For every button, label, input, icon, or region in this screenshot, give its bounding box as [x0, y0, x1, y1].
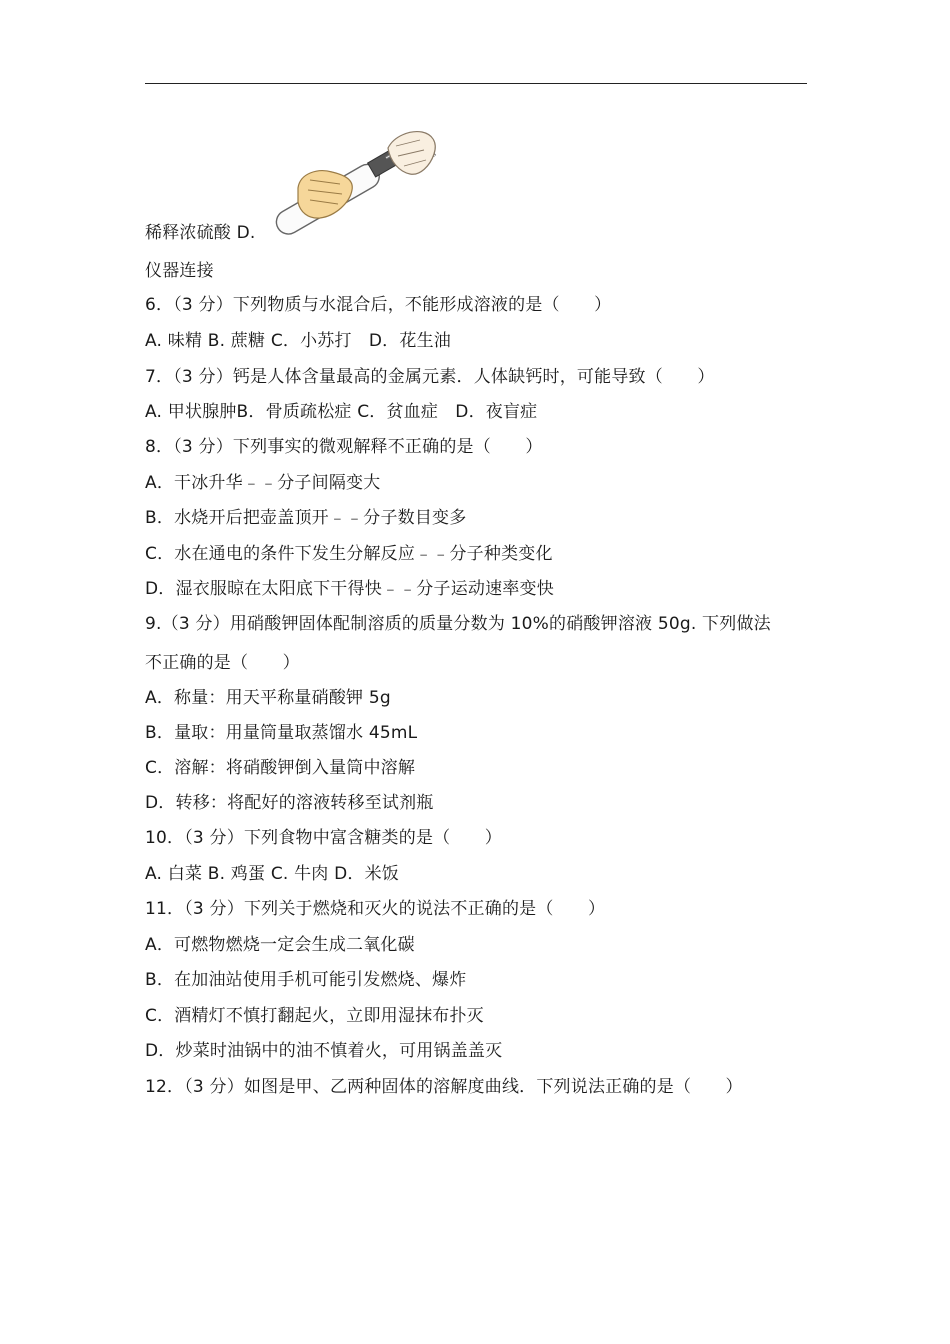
question-9-continued: 不正确的是（ ）: [145, 653, 300, 673]
header-rule: [145, 83, 807, 84]
question-11-option-a: A．可燃物燃烧一定会生成二氧化碳: [145, 935, 415, 955]
question-11-option-b: B．在加油站使用手机可能引发燃烧、爆炸: [145, 970, 467, 990]
question-7: 7．（3 分）钙是人体含量最高的金属元素．人体缺钙时，可能导致（ ）: [145, 367, 715, 387]
option-d-label-line: 稀释浓硫酸 D.: [145, 223, 256, 243]
question-12: 12．（3 分）如图是甲、乙两种固体的溶解度曲线．下列说法正确的是（ ）: [145, 1077, 743, 1097]
question-8-option-d: D．湿衣服晾在太阳底下干得快﹣﹣分子运动速率变快: [145, 579, 554, 599]
question-9: 9.（3 分）用硝酸钾固体配制溶质的质量分数为 10%的硝酸钾溶液 50g. 下列做法: [145, 614, 771, 634]
question-6-options: A. 味精 B. 蔗糖 C．小苏打 D．花生油: [145, 331, 451, 351]
question-11: 11．（3 分）下列关于燃烧和灭火的说法不正确的是（ ）: [145, 899, 606, 919]
question-8-option-c: C．水在通电的条件下发生分解反应﹣﹣分子种类变化: [145, 544, 553, 564]
instrument-connection-illustration: [270, 128, 445, 243]
question-8-option-a: A．干冰升华﹣﹣分子间隔变大: [145, 473, 381, 493]
question-11-option-d: D．炒菜时油锅中的油不慎着火，可用锅盖盖灭: [145, 1041, 503, 1061]
question-10: 10．（3 分）下列食物中富含糖类的是（ ）: [145, 828, 502, 848]
question-10-options: A. 白菜 B. 鸡蛋 C. 牛肉 D．米饭: [145, 864, 399, 884]
question-11-option-c: C．酒精灯不慎打翻起火，立即用湿抹布扑灭: [145, 1006, 484, 1026]
question-9-option-c: C．溶解：将硝酸钾倒入量筒中溶解: [145, 758, 416, 778]
question-8: 8．（3 分）下列事实的微观解释不正确的是（ ）: [145, 437, 543, 457]
question-9-option-a: A．称量：用天平称量硝酸钾 5g: [145, 688, 391, 708]
question-7-options: A. 甲状腺肿B．骨质疏松症 C．贫血症 D．夜盲症: [145, 402, 538, 422]
question-9-option-d: D．转移：将配好的溶液转移至试剂瓶: [145, 793, 434, 813]
question-6: 6．（3 分）下列物质与水混合后，不能形成溶液的是（ ）: [145, 295, 612, 315]
question-9-option-b: B．量取：用量筒量取蒸馏水 45mL: [145, 723, 418, 743]
caption-line: 仪器连接: [145, 261, 214, 281]
question-8-option-b: B．水烧开后把壶盖顶开﹣﹣分子数目变多: [145, 508, 467, 528]
